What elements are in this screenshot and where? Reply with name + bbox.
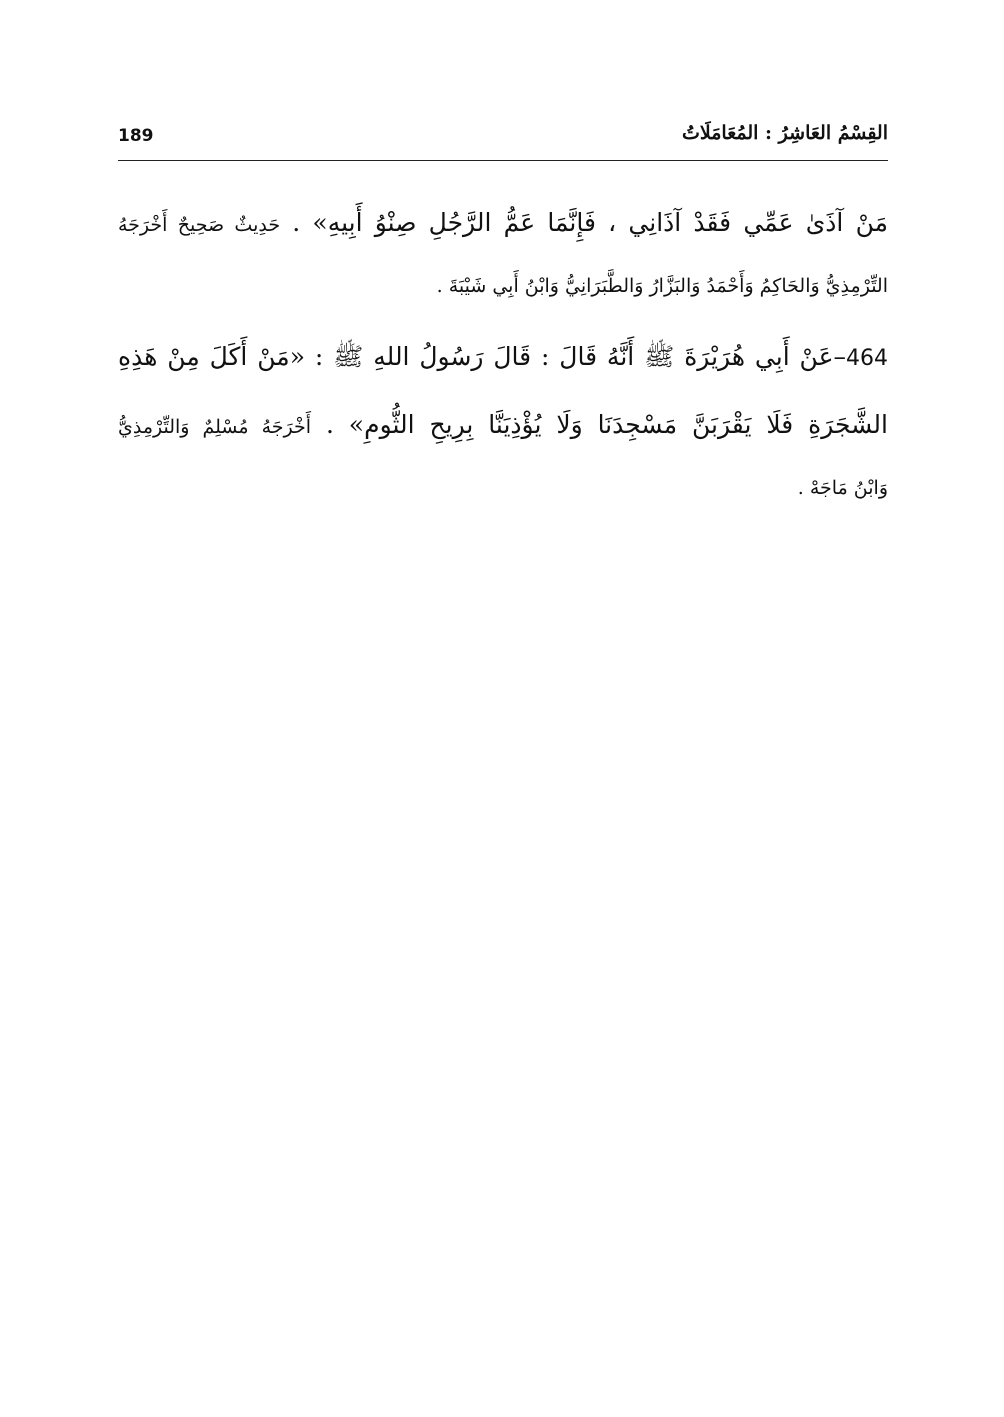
- page-body: [118, 190, 888, 526]
- text-line: [118, 324, 888, 392]
- page-header: [118, 120, 888, 161]
- hadith-number: 464: [846, 346, 888, 371]
- hadith-grading: حَدِيثٌ صَحِيحٌ أَخْرَجَهُ: [118, 214, 281, 236]
- hadith-text: –عَنْ أَبِي هُرَيْرَةَ ﷺ أَنَّهُ قَالَ : قَالَ رَسُولُ اللهِ ﷺ : «مَنْ أَكَلَ مِنْ هَذِهِ: [118, 342, 846, 371]
- text-line: وَابْنُ مَاجَهْ .: [797, 477, 888, 499]
- text-line: [118, 190, 888, 256]
- hadith-quote: الشَّجَرَةِ فَلَا يَقْرَبَنَّ مَسْجِدَنَا وَلَا يُؤْذِيَنَّا بِرِيحِ الثُّومِ» .: [325, 410, 888, 439]
- hadith-source: أَخْرَجَهُ مُسْلِمٌ وَالتِّرْمِذِيُّ: [118, 416, 312, 438]
- hadith-464: [118, 324, 888, 518]
- hadith-quote: مَنْ آذَىٰ عَمِّي فَقَدْ آذَانِي ، فَإِنَّمَا عَمُّ الرَّجُلِ صِنْوُ أَبِيهِ» .: [292, 208, 888, 237]
- text-line: [118, 392, 888, 458]
- page-number: 189: [118, 126, 154, 146]
- running-title: القِسْمُ العَاشِرُ : المُعَامَلَاتُ: [682, 122, 888, 144]
- text-line: التِّرْمِذِيُّ وَالحَاكِمُ وَأَحْمَدُ وَالبَزَّارُ وَالطَّبَرَانِيُّ وَابْنُ أَبِي شَيْبَةَ .: [436, 275, 888, 297]
- hadith-463-continuation: [118, 190, 888, 316]
